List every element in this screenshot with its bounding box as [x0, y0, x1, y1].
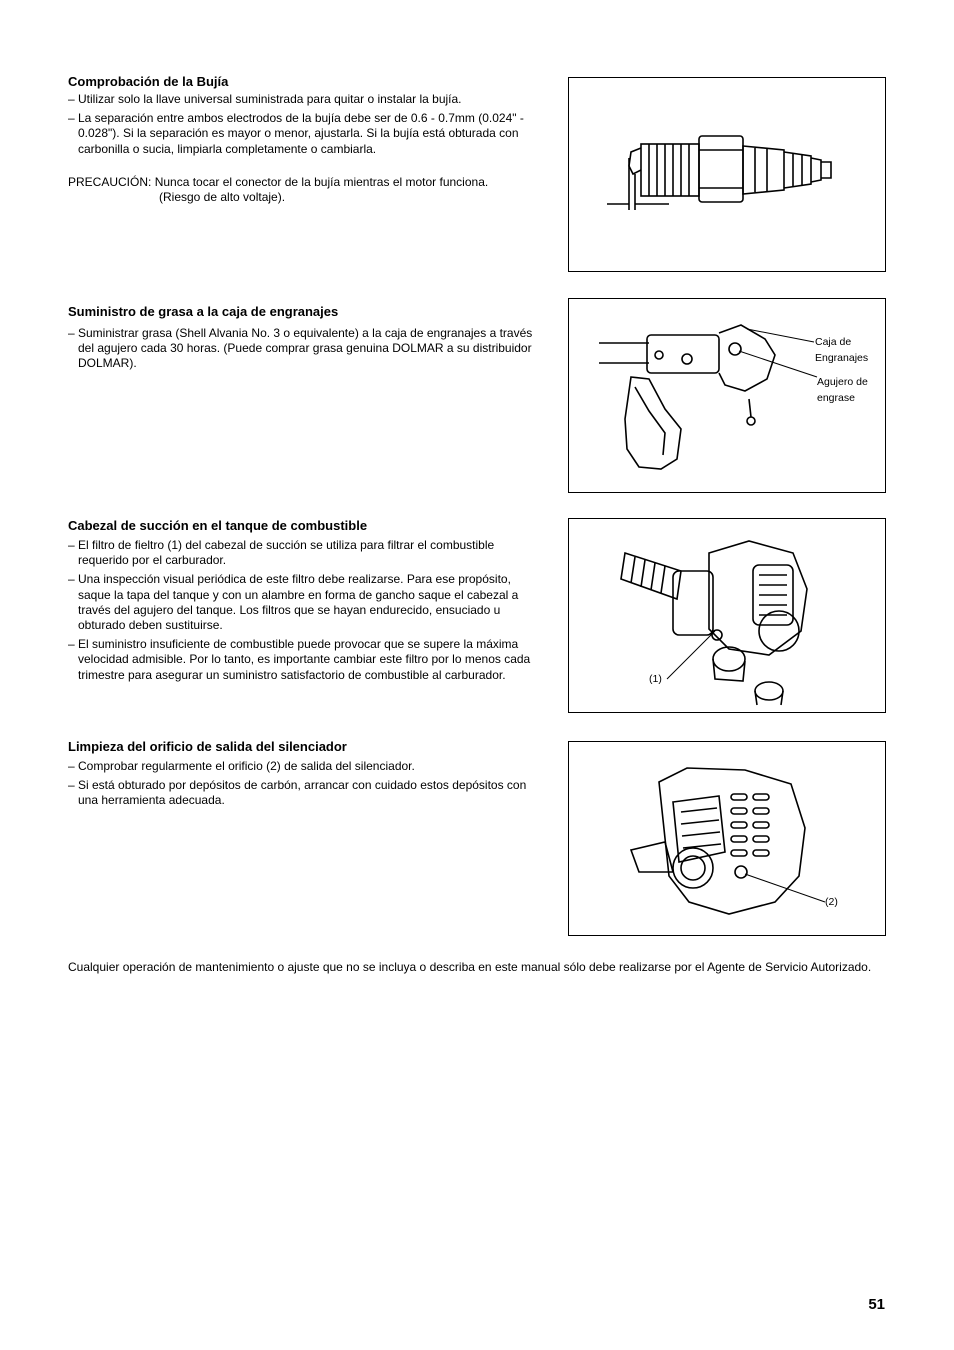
- section-title: Suministro de grasa a la caja de engranajes: [68, 304, 339, 319]
- list-item: – Comprobar regularmente el orificio (2) de salida del silenciador.: [68, 759, 415, 773]
- filter-callout: (1): [649, 673, 662, 685]
- suction-head-figure: [568, 518, 886, 713]
- section-spark-plug: [68, 74, 538, 205]
- page-number: 51: [868, 1296, 885, 1313]
- list-item: – El suministro insuficiente de combustible puede provocar que se supere la máxima velocidad admisible. Por lo tanto, es importante cambiar este filtro por lo menos cada trimestre para asegurar un suministro satisfactorio de combustible al carburador.: [68, 637, 531, 682]
- caution-label: PRECAUCIÓN:: [68, 174, 152, 189]
- muffler-figure: [568, 741, 886, 936]
- section-muffler: [68, 739, 538, 813]
- list-item: – La separación entre ambos electrodos de la bujía debe ser de 0.6 - 0.7mm (0.024" - 0.028"). Si la separación es mayor o menor, ajustarla. Si la bujía está obturada con carbonilla o sucia, limpiarla completamente o cambiarla.: [68, 111, 524, 156]
- gearbox-housing-label: Caja de Engranajes: [815, 336, 869, 364]
- section-title: Comprobación de la Bujía: [68, 74, 229, 89]
- section-title: Cabezal de succión en el tanque de combustible: [68, 518, 368, 533]
- caution-note: PRECAUCIÓN: Nunca tocar el conector de la bujía mientras el motor funciona. (Riesgo de alto voltaje).: [68, 174, 489, 205]
- grease-hole-label: Agujero de engrase: [817, 376, 868, 404]
- footer-note: Cualquier operación de mantenimiento o ajuste que no se incluya o describa en este manual sólo debe realizarse por el Agente de Servicio Autorizado.: [68, 960, 872, 974]
- list-item: – Una inspección visual periódica de este filtro debe realizarse. Para ese propósito, saque la tapa del tanque y con un alambre en forma de gancho saque el cabezal a través del agujero del tanque. Los filtros que se hayan endurecido, ensuciado u obturado deben sustituirse.: [68, 572, 519, 633]
- fuel-tank-engine-icon: [569, 519, 885, 712]
- section-suction-head: [68, 518, 538, 687]
- list-item: – Si está obturado por depósitos de carbón, arrancar con cuidado estos depósitos con una herramienta adecuada.: [68, 778, 527, 808]
- spark-plug-figure: [568, 77, 886, 272]
- muffler-outlet-callout: (2): [825, 896, 838, 908]
- section-title: Limpieza del orificio de salida del silenciador: [68, 739, 347, 754]
- section-gearbox-grease: [68, 304, 538, 376]
- list-item: – Utilizar solo la llave universal suministrada para quitar o instalar la bujía.: [68, 92, 462, 106]
- list-item: – El filtro de fieltro (1) del cabezal de succión se utiliza para filtrar el combustible requerido por el carburador.: [68, 538, 495, 568]
- spark-plug-icon: [569, 78, 885, 271]
- list-item: – Suministrar grasa (Shell Alvania No. 3 o equivalente) a la caja de engranajes a través del agujero cada 30 horas. (Puede comprar grasa genuina DOLMAR a su distribuidor DOLMAR).: [68, 326, 533, 371]
- gearbox-figure: [568, 298, 886, 493]
